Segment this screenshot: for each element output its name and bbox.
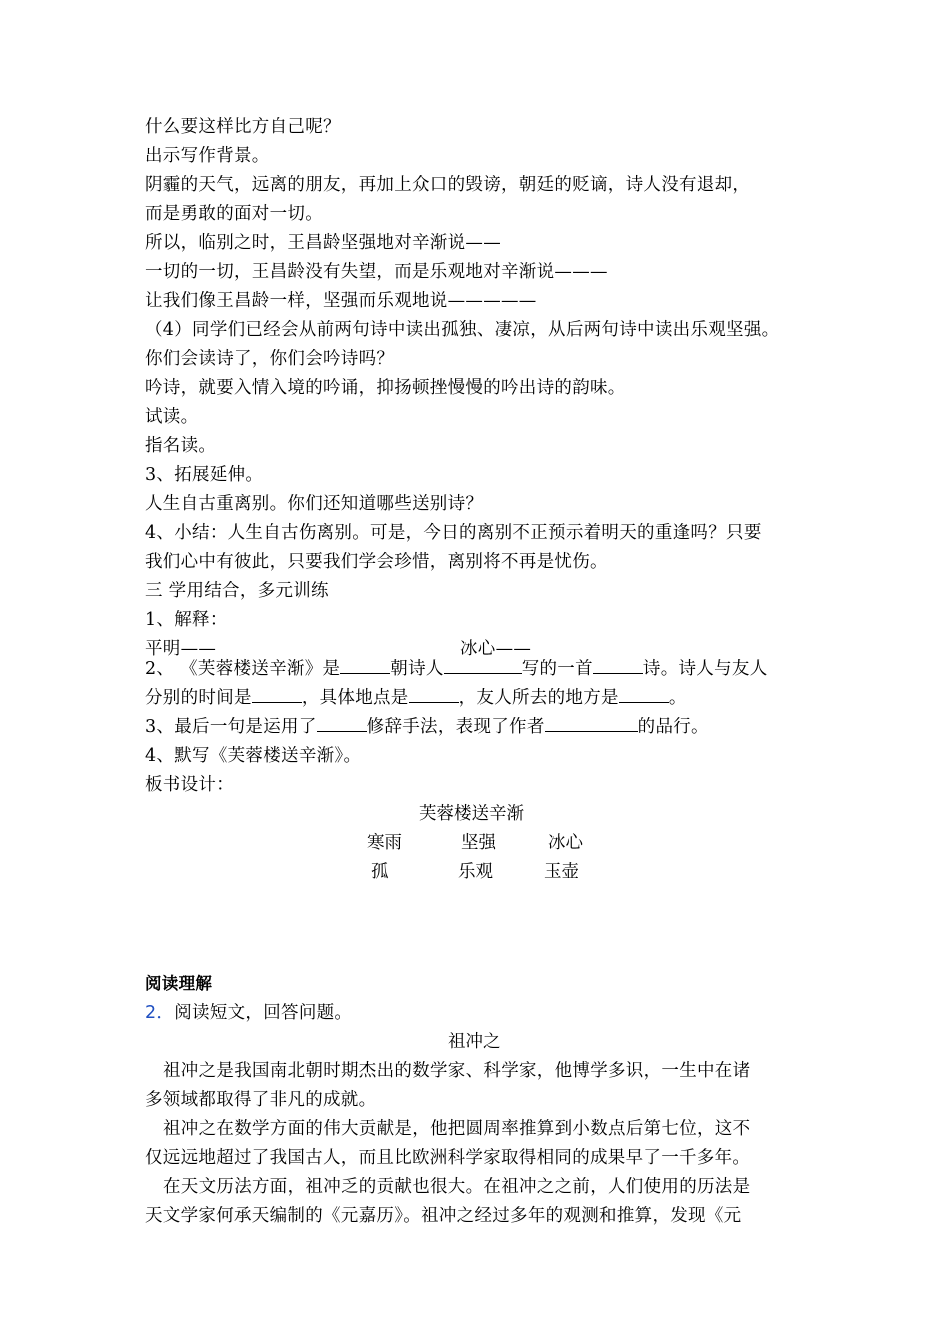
reading-prompt: 阅读短文，回答问题。 (174, 1003, 353, 1023)
question-2-line-2 (145, 684, 687, 712)
board-title: 芙蓉楼送辛渐 (419, 804, 524, 824)
text-line: 1、解释： (145, 610, 228, 630)
passage-title: 祖冲之 (448, 1032, 501, 1052)
reading-heading: 阅读理解 (145, 974, 213, 993)
q2-text: 写的一首 (521, 659, 593, 679)
board-cell: 寒雨 (367, 833, 402, 853)
text-line: 出示写作背景。 (145, 146, 270, 166)
text-line: 4、小结：人生自古伤离别。可是，今日的离别不正预示着明天的重逢吗？只要 (145, 523, 762, 543)
q2-text: 诗。诗人与友人 (642, 659, 768, 679)
passage-line: 仅远远地超过了我国古人，而且比欧洲科学家取得相同的成果早了一千多年。 (145, 1148, 751, 1168)
q2-text: 2、 《芙蓉楼送辛渐》是 (145, 659, 341, 679)
answer-blank[interactable] (619, 684, 669, 703)
question-2-line-1 (145, 655, 768, 683)
answer-blank[interactable] (252, 684, 302, 703)
q2-text: 分别的时间是 (145, 688, 252, 708)
answer-blank[interactable] (340, 655, 390, 674)
reading-question (145, 999, 352, 1027)
section-heading: 三 学用结合，多元训练 (145, 581, 329, 601)
q2-text: 。 (668, 688, 687, 708)
text-line: 你们会读诗了，你们会吟诗吗？ (145, 349, 395, 369)
q3-text: 修辞手法，表现了作者 (366, 717, 545, 737)
passage-line: 在天文历法方面，祖冲乏的贡献也很大。在祖冲之之前，人们使用的历法是 (163, 1177, 751, 1197)
board-cell: 孤 (371, 862, 389, 882)
text-line: 人生自古重离别。你们还知道哪些送别诗？ (145, 494, 484, 514)
passage-line: 天文学家何承天编制的《元嘉历》。祖冲之经过多年的观测和推算，发现《元 (145, 1206, 742, 1226)
term-pingming: 平明—— (145, 639, 217, 659)
board-cell: 冰心 (548, 833, 583, 853)
text-line: 让我们像王昌龄一样，坚强而乐观地说————— (145, 291, 537, 311)
text-line: 吟诗，就要入情入境的吟诵，抑扬顿挫慢慢的吟出诗的韵味。 (145, 378, 626, 398)
term-bingxin: 冰心—— (460, 639, 532, 659)
answer-blank[interactable] (593, 655, 643, 674)
q3-text: 3、最后一句是运用了 (145, 717, 317, 737)
question-3 (145, 713, 709, 741)
board-cell: 乐观 (458, 862, 493, 882)
q3-text: 的品行。 (637, 717, 709, 737)
text-line: 所以，临别之时，王昌龄坚强地对辛渐说—— (145, 233, 501, 253)
text-line: 试读。 (145, 407, 199, 427)
text-line: 而是勇敢的面对一切。 (145, 204, 323, 224)
q2-text: 朝诗人 (390, 659, 444, 679)
passage-line: 祖冲之是我国南北朝时期杰出的数学家、科学家，他博学多识，一生中在诸 (163, 1061, 751, 1081)
board-cell: 玉壶 (544, 862, 579, 882)
text-line: 3、拓展延伸。 (145, 465, 264, 485)
question-4: 4、默写《芙蓉楼送辛渐》。 (145, 746, 362, 766)
text-line: 指名读。 (145, 436, 217, 456)
passage-line: 祖冲之在数学方面的伟大贡献是，他把圆周率推算到小数点后第七位，这不 (163, 1119, 751, 1139)
text-line: 阴霾的天气，远离的朋友，再加上众口的毁谤，朝廷的贬谪，诗人没有退却， (145, 175, 751, 195)
q2-text: ，具体地点是 (301, 688, 409, 708)
answer-blank[interactable] (444, 655, 522, 674)
text-line: （4）同学们已经会从前两句诗中读出孤独、凄凉，从后两句诗中读出乐观坚强。 (145, 320, 780, 340)
text-line: 我们心中有彼此，只要我们学会珍惜，离别将不再是忧伤。 (145, 552, 608, 572)
q2-text: ，友人所去的地方是 (458, 688, 619, 708)
question-number: 2． (145, 1003, 175, 1023)
answer-blank[interactable] (545, 713, 638, 732)
text-line: 什么要这样比方自己呢？ (145, 117, 341, 137)
board-cell: 坚强 (461, 833, 496, 853)
passage-line: 多领域都取得了非凡的成就。 (145, 1090, 377, 1110)
answer-blank[interactable] (409, 684, 459, 703)
answer-blank[interactable] (317, 713, 367, 732)
board-label: 板书设计： (145, 775, 234, 795)
text-line: 一切的一切，王昌龄没有失望，而是乐观地对辛渐说——— (145, 262, 608, 282)
